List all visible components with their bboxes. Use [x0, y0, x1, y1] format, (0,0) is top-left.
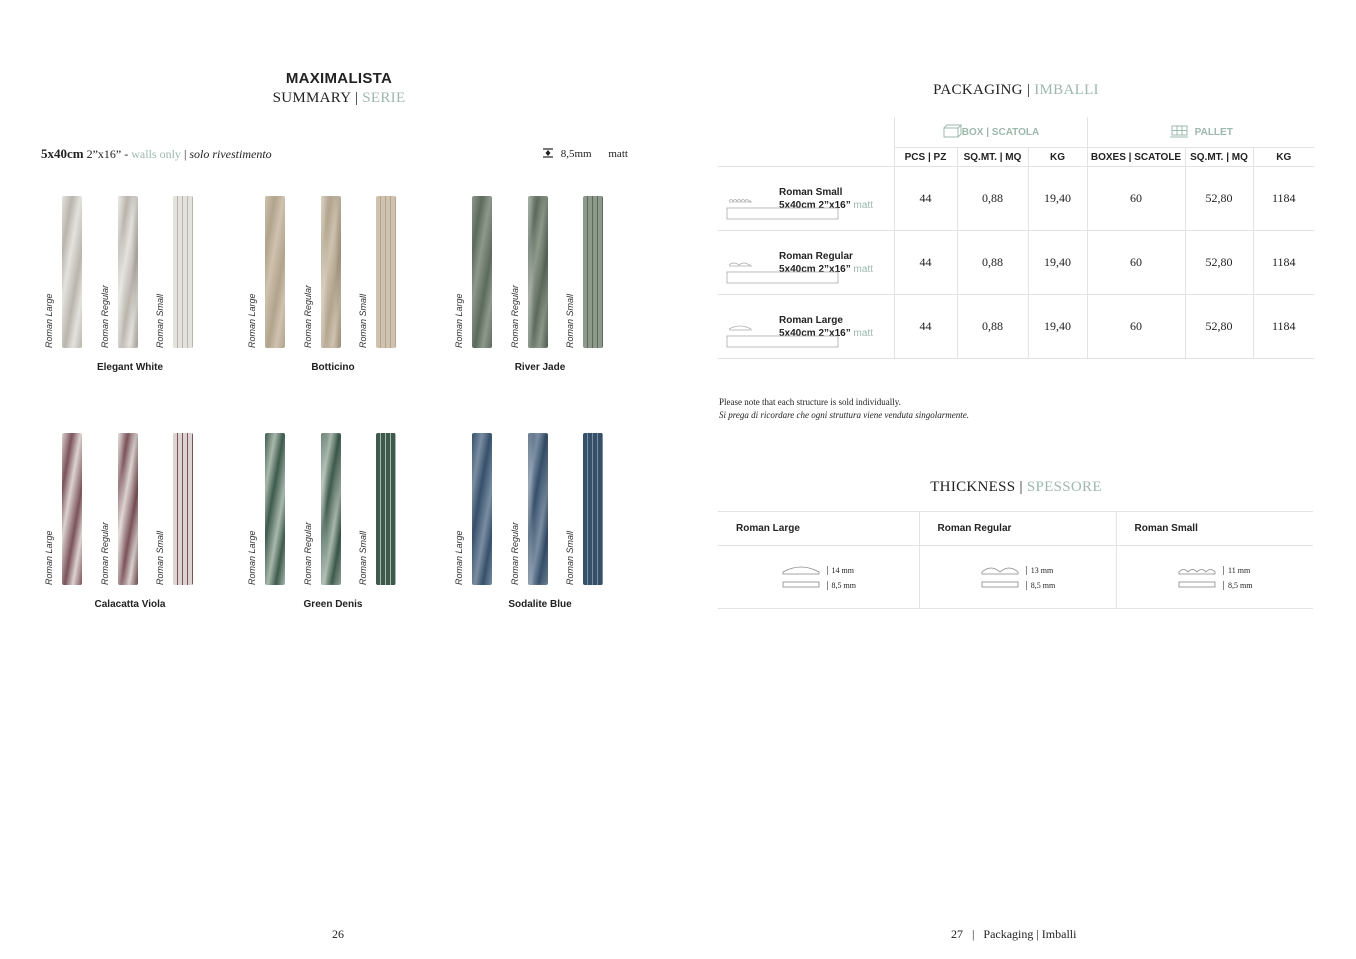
series-subtitle: [200, 90, 478, 107]
packaging-value: 44: [894, 295, 957, 359]
profile-icon: [726, 193, 841, 224]
page-number-left: 26: [332, 927, 344, 941]
pallet-icon: [1169, 124, 1189, 141]
packaging-value: 60: [1087, 231, 1185, 295]
tile-label: Roman Small: [155, 530, 165, 585]
packaging-value: 0,88: [957, 295, 1028, 359]
product-name: Roman Large: [779, 314, 843, 326]
packaging-value: 19,40: [1028, 231, 1087, 295]
subtitle-main: SUMMARY: [272, 90, 351, 106]
thickness-cell-regular: [919, 546, 1116, 609]
product-cell: [718, 167, 894, 231]
packaging-value: 1184: [1253, 167, 1314, 231]
thickness-table: [718, 511, 1313, 609]
thickness-title-accent: SPESSORE: [1026, 479, 1102, 495]
packaging-value: 44: [894, 167, 957, 231]
subtitle-sep: |: [350, 90, 363, 106]
top-thickness: 14 mm: [827, 566, 854, 575]
packaging-row: [718, 231, 1314, 295]
col-boxes: BOXES | SCATOLE: [1087, 148, 1185, 167]
group-header-row: [718, 117, 1314, 148]
box-group-label: BOX | SCATOLA: [961, 126, 1040, 138]
tile-swatch: [472, 433, 492, 585]
product-group: [40, 425, 220, 620]
series-title: MAXIMALISTA: [285, 70, 393, 87]
column-header-row: [718, 148, 1314, 167]
tile-swatch: [472, 196, 492, 348]
sale-note: [719, 396, 969, 422]
thickness-diagram-row: [718, 546, 1313, 609]
footer-right: [951, 927, 1076, 942]
tile-swatch: [528, 196, 548, 348]
format-inches: 2”x16” -: [86, 147, 129, 161]
tile-label: Roman Small: [155, 293, 165, 348]
packaging-title-accent: IMBALLI: [1034, 82, 1099, 98]
packaging-row: [718, 295, 1314, 359]
base-thickness: 8,5 mm: [827, 581, 856, 590]
box-icon: [942, 124, 962, 141]
tile-swatch: [265, 196, 285, 348]
thickness-name-large: Roman Large: [718, 512, 919, 546]
tile-label: Roman Regular: [510, 284, 520, 348]
thickness-cell-large: [718, 546, 919, 609]
packaging-value: 52,80: [1185, 231, 1253, 295]
group-name: Sodalite Blue: [508, 599, 572, 610]
solo-rivestimento: solo rivestimento: [189, 147, 272, 161]
format-size: 5x40cm: [41, 146, 84, 161]
spec-sep: |: [183, 147, 187, 161]
finish-value: matt: [608, 148, 628, 161]
packaging-value: 0,88: [957, 231, 1028, 295]
thickness-name-small: Roman Small: [1116, 512, 1313, 546]
thickness-title-sep: |: [1015, 479, 1027, 495]
tile-label: Roman Large: [44, 293, 54, 348]
tile-label: Roman Regular: [100, 521, 110, 585]
packaging-title-sep: |: [1022, 82, 1035, 98]
tile-label: Roman Regular: [100, 284, 110, 348]
col-sqmt-pallet: SQ.MT. | MQ: [1185, 148, 1253, 167]
product-finish: matt: [853, 199, 873, 211]
tile-swatch: [265, 433, 285, 585]
col-sqmt-box: SQ.MT. | MQ: [957, 148, 1028, 167]
tile-label: Roman Large: [44, 530, 54, 585]
summary-header: [200, 70, 478, 107]
pallet-group-label: PALLET: [1194, 126, 1233, 138]
tile-swatch: [321, 433, 341, 585]
tile-label: Roman Small: [358, 530, 368, 585]
packaging-value: 1184: [1253, 295, 1314, 359]
profile-base-icon: [1177, 579, 1221, 591]
profile-top-icon: [980, 562, 1024, 578]
box-group-header: [894, 117, 1087, 148]
product-group: [40, 188, 220, 383]
footer-section: Packaging | Imballi: [983, 927, 1077, 941]
thickness-name-regular: Roman Regular: [919, 512, 1116, 546]
group-name: Green Denis: [303, 599, 363, 610]
product-name: Roman Regular: [779, 250, 853, 262]
group-name: Calacatta Viola: [94, 599, 166, 610]
profile-top-icon: [1177, 562, 1221, 578]
note-it: Si prega di ricordare che ogni struttura viene venduta singolarmente.: [719, 410, 969, 420]
subtitle-accent: SERIE: [362, 90, 406, 106]
page-number-right: 27: [951, 927, 963, 941]
product-group: [243, 188, 423, 383]
group-name: Botticino: [311, 362, 355, 373]
packaging-row: [718, 167, 1314, 231]
tile-label: Roman Small: [565, 530, 575, 585]
product-name: Roman Small: [779, 186, 843, 198]
col-pcs: PCS | PZ: [894, 148, 957, 167]
note-en: Please note that each structure is sold individually.: [719, 397, 901, 407]
packaging-title: [718, 82, 1314, 99]
tile-swatch: [376, 196, 396, 348]
tile-swatch: [321, 196, 341, 348]
profile-base-icon: [980, 579, 1024, 591]
tile-label: Roman Large: [454, 530, 464, 585]
thickness-title-main: THICKNESS: [930, 479, 1016, 495]
product-cell: [718, 295, 894, 359]
product-finish: matt: [853, 263, 873, 275]
top-thickness: 13 mm: [1026, 566, 1053, 575]
col-kg-box: KG: [1028, 148, 1087, 167]
tile-label: Roman Small: [358, 293, 368, 348]
thickness-icon: [542, 147, 554, 162]
product-group: [243, 425, 423, 620]
packaging-value: 19,40: [1028, 295, 1087, 359]
tile-label: Roman Large: [454, 293, 464, 348]
group-name: Elegant White: [96, 362, 164, 373]
tile-swatch: [528, 433, 548, 585]
tile-swatch: [118, 196, 138, 348]
packaging-value: 19,40: [1028, 167, 1087, 231]
thickness-value: 8,5mm: [560, 148, 592, 161]
packaging-value: 52,80: [1185, 167, 1253, 231]
thickness-finish-spec: [542, 147, 628, 162]
profile-base-icon: [781, 579, 825, 591]
tile-label: Roman Regular: [303, 284, 313, 348]
group-name: River Jade: [514, 362, 566, 373]
profile-top-icon: [781, 562, 825, 578]
packaging-value: 1184: [1253, 231, 1314, 295]
packaging-value: 44: [894, 231, 957, 295]
walls-only: walls only: [131, 147, 181, 161]
tile-swatch: [583, 196, 603, 348]
tile-label: Roman Small: [565, 293, 575, 348]
thickness-name-row: [718, 512, 1313, 546]
tile-label: Roman Regular: [303, 521, 313, 585]
tile-swatch: [62, 196, 82, 348]
packaging-value: 0,88: [957, 167, 1028, 231]
packaging-title-main: PACKAGING: [933, 82, 1023, 98]
pallet-group-header: [1087, 117, 1314, 148]
packaging-value: 60: [1087, 295, 1185, 359]
packaging-value: 52,80: [1185, 295, 1253, 359]
tile-swatch: [583, 433, 603, 585]
tile-swatch: [376, 433, 396, 585]
col-kg-pallet: KG: [1253, 148, 1314, 167]
profile-icon: [726, 257, 841, 288]
product-group: [450, 425, 630, 620]
format-spec: [41, 146, 272, 162]
tile-swatch: [173, 433, 193, 585]
product-cell: [718, 231, 894, 295]
tile-swatch: [62, 433, 82, 585]
packaging-value: 60: [1087, 167, 1185, 231]
packaging-table: [718, 117, 1314, 359]
product-size-text: 5x40cm 2”x16”: [779, 263, 851, 275]
base-thickness: 8,5 mm: [1026, 581, 1055, 590]
tile-swatch: [173, 196, 193, 348]
tile-label: Roman Regular: [510, 521, 520, 585]
product-finish: matt: [853, 327, 873, 339]
tile-swatch: [118, 433, 138, 585]
product-size-text: 5x40cm 2”x16”: [779, 199, 851, 211]
thickness-title: [718, 479, 1314, 496]
tile-label: Roman Large: [247, 530, 257, 585]
profile-icon: [726, 321, 841, 352]
tile-label: Roman Large: [247, 293, 257, 348]
product-size-text: 5x40cm 2”x16”: [779, 327, 851, 339]
thickness-cell-small: [1116, 546, 1313, 609]
base-thickness: 8,5 mm: [1223, 581, 1252, 590]
top-thickness: 11 mm: [1223, 566, 1250, 575]
product-group: [450, 188, 630, 383]
footer-sep: |: [972, 927, 975, 941]
